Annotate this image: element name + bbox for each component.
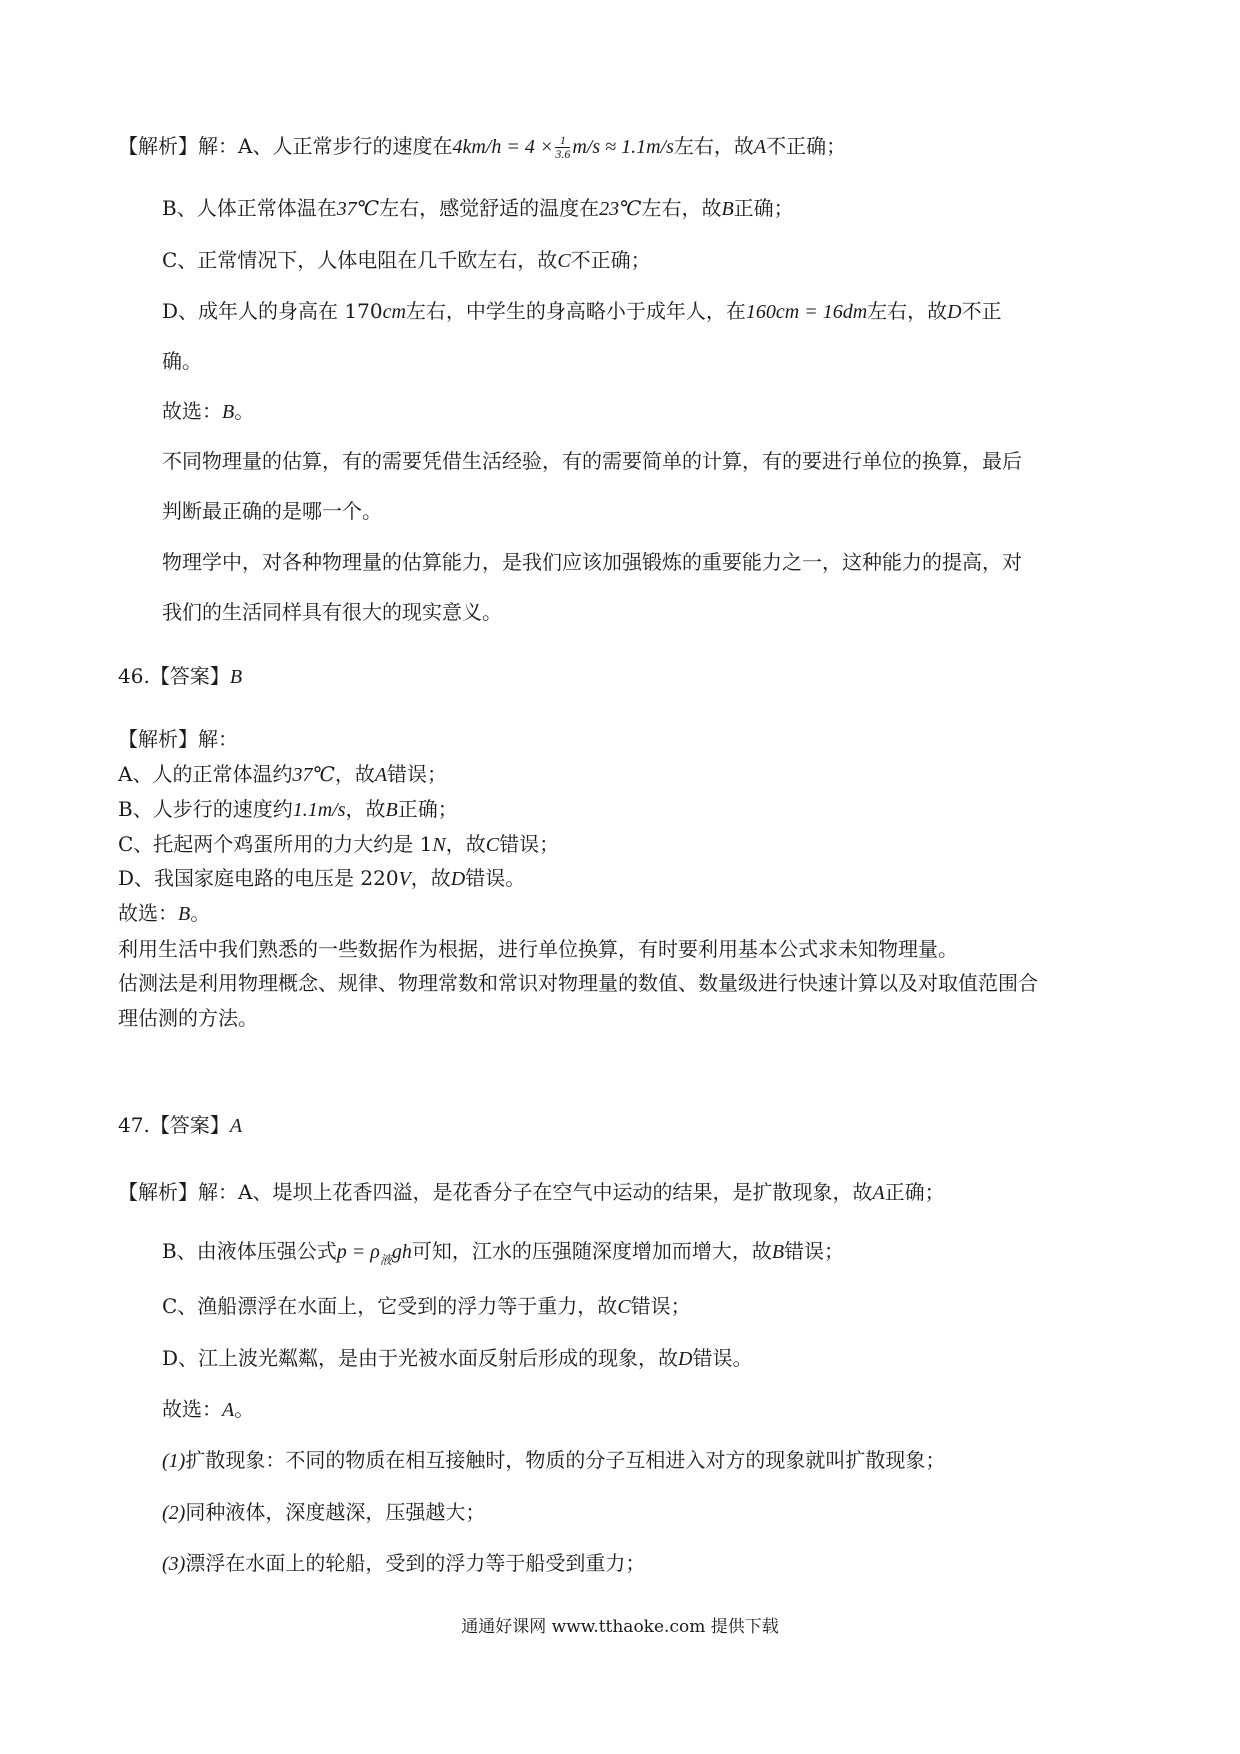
math-speed-result: m/s ≈ 1.1m/s bbox=[572, 136, 674, 159]
q46-expl-label: 【解析】解： bbox=[118, 727, 238, 751]
q46-option-d: D、我国家庭电路的电压是 220V，故D错误。 bbox=[118, 866, 526, 890]
q45-line-d: D、成年人的身高在 170cm左右，中学生的身高略小于成年人，在160cm = 16dm左右，故D不正 bbox=[162, 299, 1002, 323]
q45-note-2a: 物理学中，对各种物理量的估算能力，是我们应该加强锻炼的重要能力之一，这种能力的提高，对 bbox=[162, 550, 1022, 574]
q46-note-2b: 理估测的方法。 bbox=[118, 1006, 258, 1030]
q47-answer: 47.【答案】A bbox=[118, 1113, 243, 1137]
q45-line-b: B、人体正常体温在37℃左右，感觉舒适的温度在23℃左右，故B正确； bbox=[162, 196, 794, 220]
q47-choice: 故选：A。 bbox=[162, 1397, 255, 1421]
q46-option-a: A、人的正常体温约37℃，故A错误； bbox=[118, 762, 448, 786]
q46-option-b: B、人步行的速度约1.1m/s，故B正确； bbox=[118, 797, 458, 821]
q47-line-d: D、江上波光粼粼，是由于光被水面反射后形成的现象，故D错误。 bbox=[162, 1346, 753, 1370]
page-footer: 通通好课网 www.tthaoke.com 提供下载 bbox=[461, 1617, 779, 1637]
q45-line-e: 确。 bbox=[162, 349, 202, 373]
q47-point-3: (3)漂浮在水面上的轮船，受到的浮力等于船受到重力； bbox=[162, 1551, 646, 1575]
q46-answer: 46.【答案】B bbox=[118, 664, 243, 688]
q46-note-1: 利用生活中我们熟悉的一些数据作为根据，进行单位换算，有时要利用基本公式求未知物理量。 bbox=[118, 937, 958, 961]
q47-line-a: 【解析】解：A、堤坝上花香四溢，是花香分子在空气中运动的结果，是扩散现象，故A正确； bbox=[118, 1180, 945, 1204]
q47-line-b: B、由液体压强公式$p = \rho_液gh$可知，江水的压强随深度增加而增大，故B错误； bbox=[162, 1239, 845, 1267]
q46-option-c: C、托起两个鸡蛋所用的力大约是 1N，故C错误； bbox=[118, 832, 560, 856]
q45-line-a: 【解析】解：A、人正常步行的速度在4km/h = 4 × $\frac{1}{3.6}$ m/s ≈ 1.1m/s左右，故A不正确； bbox=[118, 133, 847, 162]
q47-point-2: (2)同种液体，深度越深，压强越大； bbox=[162, 1500, 486, 1524]
q45-note-1a: 不同物理量的估算，有的需要凭借生活经验，有的需要简单的计算，有的要进行单位的换算，最后 bbox=[162, 449, 1022, 473]
q46-choice: 故选：B。 bbox=[118, 901, 211, 925]
q45-choice: 故选：B。 bbox=[162, 399, 255, 423]
fraction-1-over-3.6: $\frac{1}{3.6}$ bbox=[555, 133, 571, 162]
math-pressure-formula: p = ρ bbox=[336, 1241, 380, 1263]
q45-line-c: C、正常情况下，人体电阻在几千欧左右，故C不正确； bbox=[162, 248, 651, 272]
q46-note-2a: 估测法是利用物理概念、规律、物理常数和常识对物理量的数值、数量级进行快速计算以及对取值范围合 bbox=[118, 971, 1038, 995]
q47-line-c: C、渔船漂浮在水面上，它受到的浮力等于重力，故C错误； bbox=[162, 1294, 691, 1318]
q47-point-1: (1)扩散现象：不同的物质在相互接触时，物质的分子互相进入对方的现象就叫扩散现象； bbox=[162, 1448, 946, 1472]
math-speed-expr: 4km/h = 4 × bbox=[452, 136, 554, 159]
q45-note-2b: 我们的生活同样具有很大的现实意义。 bbox=[162, 600, 502, 624]
q45-note-1b: 判断最正确的是哪一个。 bbox=[162, 499, 382, 523]
